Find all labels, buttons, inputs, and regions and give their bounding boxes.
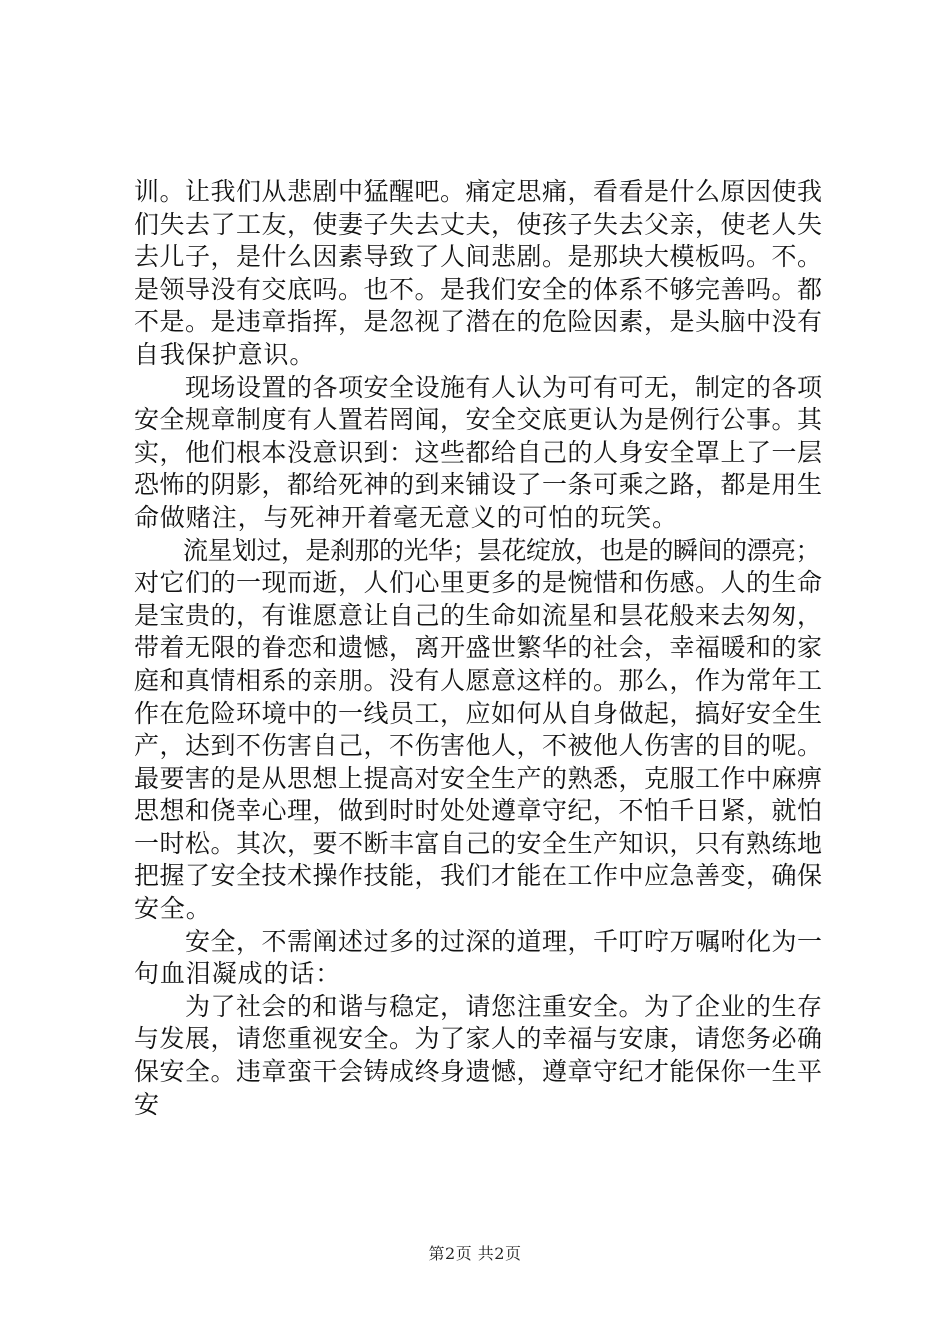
text-line: 保安全。违章蛮干会铸成终身遗憾，遵章守纪才能保你一生平 bbox=[134, 1057, 823, 1087]
text-line: 安全规章制度有人置若罔闻，安全交底更认为是例行公事。其 bbox=[134, 405, 823, 435]
text-line: 对它们的一现而逝，人们心里更多的是惋惜和伤感。人的生命 bbox=[134, 568, 823, 598]
text-line: 恐怖的阴影，都给死神的到来铺设了一条可乘之路，都是用生 bbox=[134, 470, 823, 500]
text-line: 为了社会的和谐与稳定，请您注重安全。为了企业的生存 bbox=[134, 991, 823, 1021]
document-body bbox=[134, 176, 824, 1121]
text-line: 去儿子，是什么因素导致了人间悲剧。是那块大模板吗。不。 bbox=[134, 242, 823, 272]
text-line: 最要害的是从思想上提高对安全生产的熟悉，克服工作中麻痹 bbox=[134, 763, 823, 793]
text-line: 安全。 bbox=[134, 894, 212, 924]
text-line: 实，他们根本没意识到：这些都给自己的人身安全罩上了一层 bbox=[134, 437, 823, 467]
text-line: 一时松。其次，要不断丰富自己的安全生产知识，只有熟练地 bbox=[134, 828, 823, 858]
text-line: 们失去了工友，使妻子失去丈夫，使孩子失去父亲，使老人失 bbox=[134, 209, 823, 239]
text-line: 是领导没有交底吗。也不。是我们安全的体系不够完善吗。都 bbox=[134, 274, 823, 304]
text-line: 命做赌注，与死神开着毫无意义的可怕的玩笑。 bbox=[134, 502, 678, 532]
text-line: 安全，不需阐述过多的过深的道理，千叮咛万嘱咐化为一 bbox=[134, 926, 823, 956]
text-line: 作在危险环境中的一线员工，应如何从自身做起，搞好安全生 bbox=[134, 698, 823, 728]
text-line: 是宝贵的，有谁愿意让自己的生命如流星和昙花般来去匆匆， bbox=[134, 600, 823, 630]
text-line: 思想和侥幸心理，做到时时处处遵章守纪，不怕千日紧，就怕 bbox=[134, 796, 823, 826]
text-line: 把握了安全技术操作技能，我们才能在工作中应急善变，确保 bbox=[134, 861, 823, 891]
text-line: 自我保护意识。 bbox=[134, 339, 316, 369]
text-line: 现场设置的各项安全设施有人认为可有可无，制定的各项 bbox=[134, 372, 823, 402]
text-line: 产，达到不伤害自己，不伤害他人，不被他人伤害的目的呢。 bbox=[134, 731, 823, 761]
text-line: 不是。是违章指挥，是忽视了潜在的危险因素，是头脑中没有 bbox=[134, 307, 823, 337]
text-line: 与发展，请您重视安全。为了家人的幸福与安康，请您务必确 bbox=[134, 1024, 823, 1054]
page-number-footer: 第2页 共2页 bbox=[428, 1244, 522, 1263]
text-line: 庭和真情相系的亲朋。没有人愿意这样的。那么，作为常年工 bbox=[134, 665, 823, 695]
text-line: 训。让我们从悲剧中猛醒吧。痛定思痛，看看是什么原因使我 bbox=[134, 177, 823, 206]
text-line: 句血泪凝成的话： bbox=[134, 959, 342, 989]
text-line: 安 bbox=[134, 1089, 160, 1119]
text-line: 流星划过，是刹那的光华；昙花绽放，也是的瞬间的漂亮； bbox=[134, 535, 821, 565]
text-line: 带着无限的眷恋和遗憾，离开盛世繁华的社会，幸福暖和的家 bbox=[134, 633, 823, 663]
